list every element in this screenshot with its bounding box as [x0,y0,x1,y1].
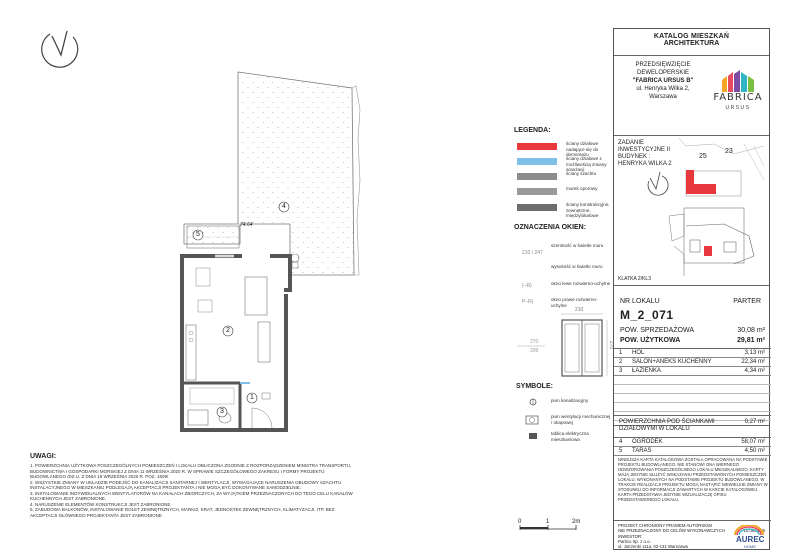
fabrica-logo [712,68,764,118]
room-name: SALON+ANEKS KUCHENNY [632,359,712,365]
project-info [614,56,769,136]
extra-name: OGRÓDEK [632,439,663,445]
table-row [614,349,771,358]
note-item: 3. INSTALOWANIE INDYWIDUALNYCH WENTYLATORÓW NA KANAŁACH ZBIORCZYCH, ZA WYJĄTKIEM PRZEZNACZONYCH DO TEGO CELU KANAŁÓW KUCHENNYCH JEST ZABRONIONE. [30,490,353,501]
window-label-left: okno lewe rozwierno-uchylne [551,281,611,286]
window-label-height: wysokość w świetle muru [551,264,603,269]
level-mark: 74.64 [240,222,253,228]
usable-area-row [620,337,765,344]
project-name: "FABRICA URSUS B" [632,78,694,84]
windows-title: OZNACZENIA OKIEN: [514,224,587,231]
window-label-width: szerokość w świetle muru [551,243,604,248]
rooms-table [614,348,771,421]
extras-table [614,437,771,456]
usable-area-label: POW. UŻYTKOWA [620,337,681,344]
room-area: 22,34 m² [741,359,765,365]
table-row [614,438,771,447]
investor-name: Partico Sp. z o.o. [618,539,651,544]
scale-label-1: 1 [546,519,550,525]
window-sample-height: 270 [608,340,615,350]
fabrica-brand-sub: URSUS [725,105,751,111]
window-sample-width: 210 [575,307,584,313]
room-tag-2: 2 [226,327,230,334]
notes-title: UWAGI: [30,453,57,460]
room-number: 2 [619,359,623,365]
usable-area-value: 29,81 m² [736,337,765,344]
legend-swatch [517,173,557,180]
window-sample-drawing [515,308,615,383]
key-plan-num-b: 23 [725,148,733,155]
catalog-subtitle: ARCHITEKTURA [663,40,720,47]
title-block [613,28,770,550]
disclaimer: NINIEJSZA KARTA KATALOGOWA ZOSTAŁA OPRACOWANA NA PODSTAWIE PROJEKTU BUDOWLANEGO. NIE STANOWI ONA WIERNEGO ODWZOROWANIA POSZCZEGÓLNEGO LOKALU MIESZKALNEGO. KARTY MAJĄ JEDYNIE SŁUŻYĆ WSKAZANIU PRZEDSTAWIONYCH POMIESZCZEŃ LOKALU, WYKONANYCH NA PODSTAWIE PROJEKTU BUDOWLANEGO. W TRAKCIE REALIZACJI PROJEKTU MOGĄ NASTĄPIĆ NIEWIELKIE ZMIANY W STOSUNKU DO INFORMACJI ZAWARTYCH W KARCIE KATALOGOWEJ. KARTA PRZEDSTAWIA JEDYNIE WIZUALIZACJĘ OPISU PRZEDSTAWIONEGO LOKALU. [618,457,768,502]
legend-swatch [517,143,557,150]
partition-walls-label: POWIERZCHNIA POD ŚCIANKAMI DZIAŁOWYMI W LOKALU [619,419,715,432]
window-sample-l1: 270 [530,339,539,345]
legend-label: ściany działowe nadające się do demontażu [566,141,599,157]
window-sample-l2: 209 [530,348,539,354]
extra-name: TARAS [632,448,652,454]
notes-list [30,463,360,518]
project-line-1: PRZEDSIĘWZIĘCIE [635,62,691,68]
room-number: 1 [619,350,623,356]
key-plan-label-2: INWESTYCYJNE II [618,147,671,153]
copyright-line-1: PROJEKT CHRONIONY PRAWEM AUTORSKIM [618,523,712,528]
copyright-line-2: NIE PRZEZNACZONY DO CELÓW WYKONAWCZYCH [618,528,725,533]
garden-area [184,72,354,275]
room-tag-4: 4 [282,203,286,210]
table-row [614,385,771,394]
stair-label: KLATKA 2/KL3 [618,276,651,282]
scale-label-2: 2m [572,519,581,525]
legend-swatch [517,188,557,195]
window-label-right: okno prawe rozwierno-uchylne [551,297,598,308]
table-row [614,447,771,456]
unit-floor: PARTER [733,298,761,305]
unit-info [614,286,769,426]
sewer-riser-icon [527,396,539,408]
partition-walls-area [614,415,771,437]
symbol-label-electrical: tablica elektryczna mieszkaniowa [551,431,589,442]
catalog-header [614,29,769,56]
extra-number: 4 [619,439,623,445]
legend-swatch [517,204,557,211]
legend-label: ściany działowe z możliwością zmiany aranżacji [566,156,607,172]
room-tag-5: 5 [196,231,200,238]
aurec-logo-sub: HOME [744,544,756,549]
window-left-symbol: (–R) [522,283,532,289]
unit-number-label: NR LOKALU [620,298,660,305]
key-plan-label-1: ZADANIE [618,140,645,146]
document-date: 10.06.2026 [743,528,765,533]
key-plan [614,136,769,286]
symbol-label-sewer: pion kanalizacyjny [551,398,589,403]
sales-area-label: POW. SPRZEDAŻOWA [620,327,695,334]
key-plan-num-a: 25 [699,153,707,160]
unit-number: M_2_071 [620,308,674,322]
partition-walls-value: 0,27 m² [744,419,765,425]
sales-area-value: 30,08 m² [737,327,765,334]
room-area: 3,13 m² [744,350,765,356]
legend-swatch [517,158,557,165]
investor-address: ul. Jutrzenki 111a, 02-131 Warszawa [618,544,688,549]
project-address: ul. Henryka Wilka 2, [636,86,690,92]
window-width-symbol: 210 / 247 [522,250,543,256]
table-row [614,376,771,385]
note-item: 1. POWIERZCHNIA UŻYTKOWA POSZCZEGÓLNYCH POMIESZCZEŃ I LOKALU OBLICZONA ZGODNIE Z ROZPORZĄDZENIEM MINISTRA TRANSPORTU, BUDOWNICTWA I GOSPODARKI MORSKIEJ Z DNIA 11 WRZEŚNIA 2020 R. W SPRAWIE SZCZEGÓŁOWEGO ZAKRESU I FORMY PROJEKTU BUDOWLANEGO /DZ.U. Z DNIA 18 WRZEŚNIA 2020 R. POZ. 1609/ [30,463,352,479]
extra-number: 5 [619,448,623,454]
project-line-2: DEWELOPERSKIE [636,70,689,76]
extra-area: 4,50 m² [744,448,765,454]
aurec-logo-text: AUREC [736,535,765,544]
investor-block [618,534,688,549]
table-row [614,367,771,376]
legend-title: LEGENDA: [514,127,551,134]
symbols-title: SYMBOLE: [516,383,553,390]
project-city: Warszawa [649,94,677,100]
key-plan-label [618,140,672,168]
ventilation-riser-icon [524,414,540,426]
window-right-symbol: P–R) [522,299,534,305]
table-row [614,394,771,403]
legend-label: ściany konstrukcyjne, zewnętrzne, międzylokalowe [566,202,610,218]
room-name: HOL [632,350,645,356]
symbol-label-ventilation: pion wentylacji mechanicznej / okapowej [551,414,611,425]
room-number: 3 [619,368,623,374]
table-row [614,403,771,412]
fabrica-roof-icon [722,70,754,92]
key-plan-label-3: BUDYNEK : [618,154,651,160]
extra-area: 58,07 m² [741,439,765,445]
room-tag-3: 3 [220,408,224,415]
legend-label: ściany szachtu [566,171,597,176]
electrical-panel-icon [527,431,539,441]
note-item: 2. WSZYSTKIE ZMIANY W UKŁADZIE PODEJŚĆ DO KANALIZACJI SANITARNEJ I WENTYLACJI, WYMAGAJĄCE NARUSZENIA OBUDOWY SZACHTU INSTALACYJNEGO W MIESZKANIU PODLEGAJĄ AKCEPTACJI PROJEKTANTA I NIE MOGĄ BYĆ DOKONYWANE SAMODZIELNIE. [30,479,342,490]
catalog-title: KATALOG MIESZKAŃ [653,33,730,40]
note-item: 5. ZABUDOWA BALKONÓW, INSTALOWANIE ROLET ZEWNĘTRZNYCH, MARKIZ, KRAT, JEDNOSTEK ZEWNĘTRZNYCH, KLIMATYZACJI, ITP. BEZ AKCEPTACJI GŁÓWNEGO PROJEKTANTA JEST ZABRONIONE [30,507,335,518]
key-plan-label-4: HENRYKA WILKA 2 [618,161,672,167]
note-item: 4. NARUSZENIE ELEMENTÓW KONSTRUKCJI JEST ZABRONIONE [30,501,171,507]
scale-label-0: 0 [518,519,522,525]
sales-area-row [620,327,765,334]
fabrica-brand-name: FABRICA [713,92,763,103]
room-area: 4,34 m² [744,368,765,374]
room-tag-1: 1 [250,394,254,401]
room-name: ŁAZIENKA [632,368,662,374]
investor-label: INWESTOR: [618,534,643,539]
table-row [614,358,771,367]
legend-label: murek oporowy [566,186,598,191]
